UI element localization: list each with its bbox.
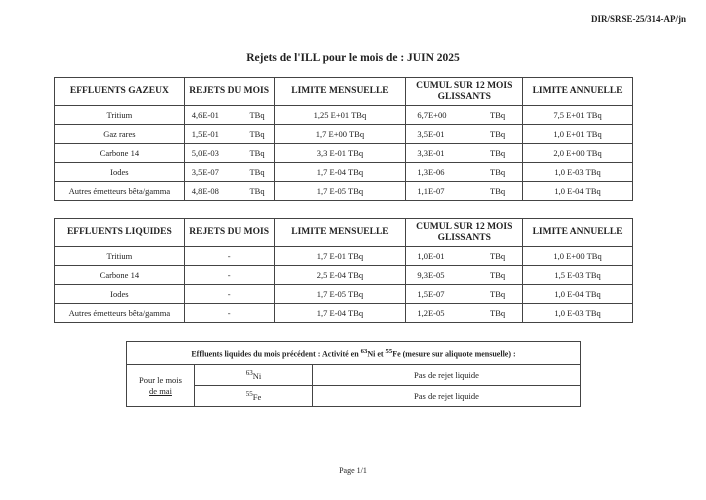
col-header: CUMUL SUR 12 MOIS GLISSANTS: [406, 219, 523, 247]
gaseous-body: [55, 106, 633, 201]
rolling-12-month: [406, 163, 523, 182]
col-header: REJETS DU MOIS: [184, 219, 274, 247]
rolling-12-month: [406, 285, 523, 304]
table-row: [55, 106, 633, 125]
table-row: [55, 285, 633, 304]
rolling-12-month-value: 1,0E-01: [417, 251, 445, 261]
effluent-name: Iodes: [55, 163, 185, 182]
monthly-release-unit: TBq: [249, 110, 265, 120]
annual-limit: 1,0 E-04 TBq: [523, 285, 633, 304]
rolling-12-month: [406, 266, 523, 285]
annual-limit: 2,0 E+00 TBq: [523, 144, 633, 163]
effluent-name: Carbone 14: [55, 144, 185, 163]
month-label-line2: de mai: [149, 385, 172, 396]
rolling-12-month-unit: TBq: [490, 308, 506, 318]
rolling-12-month-value: 1,1E-07: [417, 186, 445, 196]
effluent-name: Carbone 14: [55, 266, 185, 285]
rolling-12-month-value: 1,3E-06: [417, 167, 445, 177]
rolling-12-month-unit: TBq: [490, 251, 506, 261]
rolling-12-month-value: 3,5E-01: [417, 129, 445, 139]
effluent-name: Autres émetteurs bêta/gamma: [55, 304, 185, 323]
monthly-limit: 1,7 E-05 TBq: [274, 182, 406, 201]
previous-month-table: [126, 341, 581, 407]
monthly-limit: 2,5 E-04 TBq: [274, 266, 406, 285]
table-row: [55, 144, 633, 163]
annual-limit: 1,0 E+01 TBq: [523, 125, 633, 144]
table-row: [55, 304, 633, 323]
rolling-12-month: [406, 106, 523, 125]
rolling-12-month-unit: TBq: [490, 110, 506, 120]
liquid-effluents-table: [54, 218, 633, 323]
annual-limit: 7,5 E+01 TBq: [523, 106, 633, 125]
annual-limit: 1,0 E-03 TBq: [523, 163, 633, 182]
annual-limit: 1,0 E-04 TBq: [523, 182, 633, 201]
monthly-release: -: [184, 285, 274, 304]
table-row: [55, 125, 633, 144]
rolling-12-month: [406, 304, 523, 323]
col-header: EFFLUENTS LIQUIDES: [55, 219, 185, 247]
gaseous-effluents-table: [54, 77, 633, 201]
rolling-12-month-value: 1,2E-05: [417, 308, 445, 318]
monthly-release-value: 1,5E-01: [191, 129, 219, 139]
rolling-12-month-unit: TBq: [490, 129, 506, 139]
document-reference: DIR/SRSE-25/314-AP/jn: [590, 14, 686, 24]
month-label-line1: Pour le mois: [139, 374, 182, 385]
table-row: [55, 247, 633, 266]
month-label: [127, 365, 195, 407]
monthly-release: [184, 163, 274, 182]
rolling-12-month: [406, 144, 523, 163]
rolling-12-month: [406, 247, 523, 266]
page-number: Page 1/1: [339, 466, 367, 475]
rolling-12-month-value: 9,3E-05: [417, 270, 445, 280]
annual-limit: 1,5 E-03 TBq: [523, 266, 633, 285]
rolling-12-month-value: 6,7E+00: [417, 110, 447, 120]
table-row: [55, 266, 633, 285]
table-row: [55, 163, 633, 182]
monthly-release: -: [184, 266, 274, 285]
monthly-release: [184, 125, 274, 144]
monthly-release-unit: TBq: [249, 129, 265, 139]
effluent-name: Autres émetteurs bêta/gamma: [55, 182, 185, 201]
monthly-release-unit: TBq: [249, 148, 265, 158]
value-cell: Pas de rejet liquide: [313, 365, 581, 386]
monthly-release: [184, 144, 274, 163]
col-header: REJETS DU MOIS: [184, 78, 274, 106]
page-title: Rejets de l'ILL pour le mois de : JUIN 2025: [246, 52, 460, 64]
monthly-release-value: 5,0E-03: [191, 148, 219, 158]
monthly-limit: 1,7 E+00 TBq: [274, 125, 406, 144]
monthly-release: -: [184, 247, 274, 266]
rolling-12-month-unit: TBq: [490, 148, 506, 158]
col-header: LIMITE MENSUELLE: [274, 78, 406, 106]
monthly-release: [184, 106, 274, 125]
value-cell: Pas de rejet liquide: [313, 386, 581, 407]
monthly-release-value: 4,8E-08: [191, 186, 219, 196]
monthly-release-unit: TBq: [249, 167, 265, 177]
annual-limit: 1,0 E+00 TBq: [523, 247, 633, 266]
monthly-release-value: 4,6E-01: [191, 110, 219, 120]
effluent-name: Iodes: [55, 285, 185, 304]
monthly-limit: 1,7 E-04 TBq: [274, 163, 406, 182]
rolling-12-month: [406, 125, 523, 144]
table-row: [55, 182, 633, 201]
effluent-name: Gaz rares: [55, 125, 185, 144]
monthly-limit: 1,7 E-01 TBq: [274, 247, 406, 266]
rolling-12-month-unit: TBq: [490, 167, 506, 177]
rolling-12-month-unit: TBq: [490, 186, 506, 196]
monthly-limit: 3,3 E-01 TBq: [274, 144, 406, 163]
effluent-name: Tritium: [55, 106, 185, 125]
monthly-release: -: [184, 304, 274, 323]
rolling-12-month-value: 3,3E-01: [417, 148, 445, 158]
isotope-cell: $^{55}$Fe: [195, 386, 313, 407]
col-header: EFFLUENTS GAZEUX: [55, 78, 185, 106]
annual-limit: 1,0 E-03 TBq: [523, 304, 633, 323]
col-header: LIMITE MENSUELLE: [274, 219, 406, 247]
isotope-cell: $^{63}$Ni: [195, 365, 313, 386]
monthly-release-value: 3,5E-07: [191, 167, 219, 177]
liquid-body: [55, 247, 633, 323]
monthly-release-unit: TBq: [249, 186, 265, 196]
rolling-12-month-unit: TBq: [490, 270, 506, 280]
col-header: LIMITE ANNUELLE: [523, 219, 633, 247]
rolling-12-month-value: 1,5E-07: [417, 289, 445, 299]
rolling-12-month: [406, 182, 523, 201]
monthly-limit: 1,25 E+01 TBq: [274, 106, 406, 125]
monthly-limit: 1,7 E-05 TBq: [274, 285, 406, 304]
monthly-limit: 1,7 E-04 TBq: [274, 304, 406, 323]
col-header: LIMITE ANNUELLE: [523, 78, 633, 106]
previous-month-header: Effluents liquides du mois précédent : Activité en $^{63}$Ni et $^{55}$Fe (mesure sur aliquote mensuelle) :: [127, 342, 581, 365]
col-header: CUMUL SUR 12 MOIS GLISSANTS: [406, 78, 523, 106]
effluent-name: Tritium: [55, 247, 185, 266]
rolling-12-month-unit: TBq: [490, 289, 506, 299]
monthly-release: [184, 182, 274, 201]
